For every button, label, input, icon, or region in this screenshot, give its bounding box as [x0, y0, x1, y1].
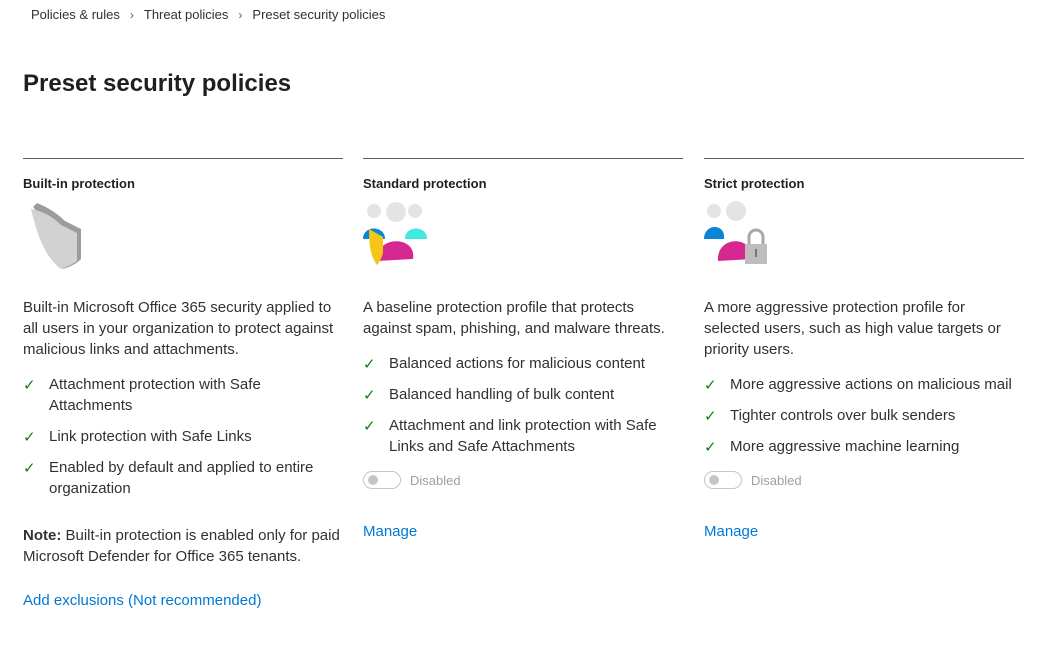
breadcrumb-policies-rules[interactable]: Policies & rules	[31, 7, 120, 22]
list-item: ✓ More aggressive machine learning	[704, 438, 960, 456]
standard-protection-toggle[interactable]	[363, 471, 683, 489]
checkmark-icon: ✓	[704, 408, 717, 425]
checkmark-icon: ✓	[363, 418, 376, 435]
checkmark-icon: ✓	[704, 377, 717, 394]
card-title: Built-in protection	[23, 176, 135, 191]
add-exclusions-link[interactable]: Add exclusions (Not recommended)	[23, 592, 262, 609]
strict-protection-toggle[interactable]	[704, 471, 1024, 489]
toggle-switch[interactable]	[704, 471, 742, 489]
checkmark-icon: ✓	[704, 439, 717, 456]
gray-shield-icon	[23, 199, 343, 279]
manage-standard-link[interactable]: Manage	[363, 523, 418, 540]
card-description: Built-in Microsoft Office 365 security applied to all users in your organization to protect against malicious links and attachments.	[23, 299, 334, 358]
feature-list	[704, 374, 1024, 457]
breadcrumb	[31, 7, 385, 22]
users-lock-icon	[704, 199, 1024, 279]
list-item: ✓ Attachment protection with Safe Attachments	[23, 376, 261, 414]
list-item: ✓ Enabled by default and applied to entire organization	[23, 459, 314, 497]
toggle-label: Disabled	[410, 472, 461, 488]
card-description: A baseline protection profile that protects against spam, phishing, and malware threats.	[363, 299, 665, 337]
checkmark-icon: ✓	[23, 429, 36, 446]
list-item: ✓ More aggressive actions on malicious mail	[704, 376, 1012, 394]
checkmark-icon: ✓	[23, 377, 36, 394]
strict-protection-card	[704, 158, 1024, 540]
feature-list	[23, 374, 343, 499]
checkmark-icon: ✓	[363, 356, 376, 373]
breadcrumb-threat-policies[interactable]: Threat policies	[143, 7, 229, 22]
note: Note: Built-in protection is enabled only for paid Microsoft Defender for Office 365 tenants.	[23, 527, 340, 565]
list-item: ✓ Balanced actions for malicious content	[363, 355, 645, 373]
card-description: A more aggressive protection profile for selected users, such as high value targets or priority users.	[704, 299, 1001, 358]
manage-strict-link[interactable]: Manage	[704, 523, 759, 540]
toggle-switch[interactable]	[363, 471, 401, 489]
card-title: Standard protection	[363, 176, 487, 191]
standard-protection-card	[363, 158, 683, 540]
list-item: ✓ Balanced handling of bulk content	[363, 386, 615, 404]
toggle-label: Disabled	[751, 472, 802, 488]
checkmark-icon: ✓	[23, 460, 36, 477]
page-title: Preset security policies	[23, 70, 292, 97]
chevron-right-icon: ›	[129, 7, 134, 22]
users-shield-icon	[363, 199, 683, 279]
breadcrumb-current: Preset security policies	[252, 7, 386, 22]
checkmark-icon: ✓	[363, 387, 376, 404]
list-item: ✓ Tighter controls over bulk senders	[704, 407, 956, 425]
feature-list	[363, 353, 683, 457]
card-title: Strict protection	[704, 176, 805, 191]
builtin-protection-card	[23, 158, 343, 609]
chevron-right-icon: ›	[238, 7, 243, 22]
list-item: ✓ Attachment and link protection with Safe Links and Safe Attachments	[363, 417, 657, 455]
list-item: ✓ Link protection with Safe Links	[23, 428, 252, 446]
